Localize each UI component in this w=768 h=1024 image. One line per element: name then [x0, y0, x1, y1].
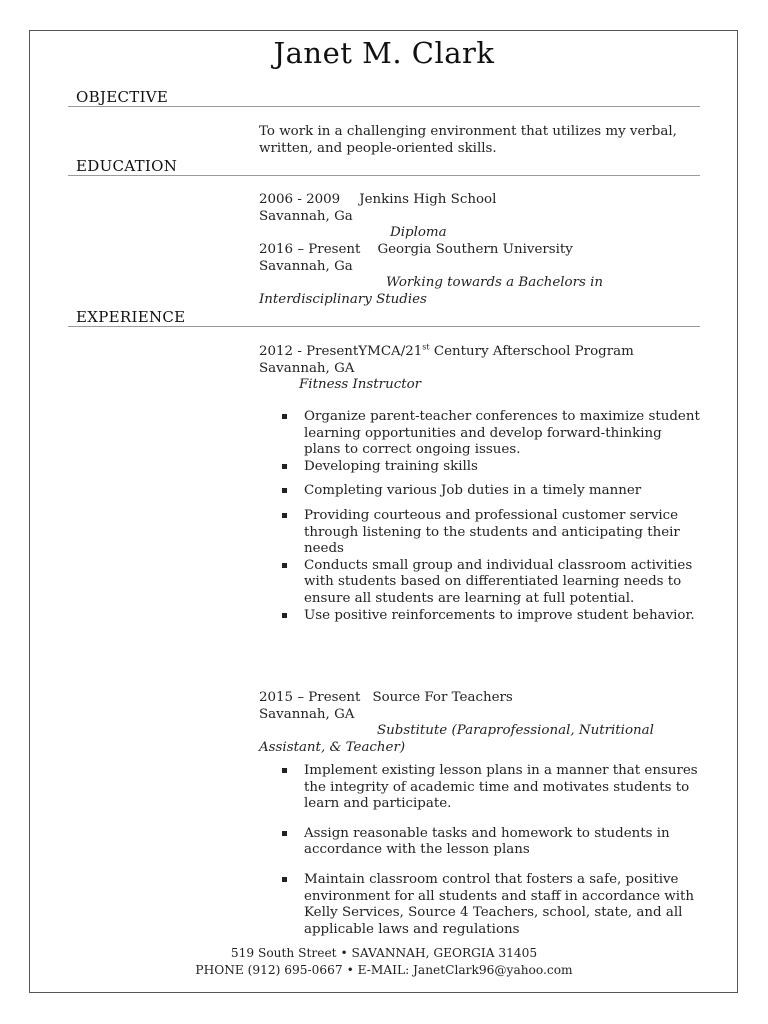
bullet-icon [282, 513, 287, 518]
bullet-icon [282, 831, 287, 836]
experience-rule [68, 326, 700, 327]
list-item: Completing various Job duties in a timely manner [282, 483, 702, 500]
education-school: Jenkins High School [359, 192, 497, 207]
education-school: Georgia Southern University [377, 242, 573, 257]
education-dates: 2006 - 2009 [259, 192, 341, 207]
objective-rule [68, 106, 700, 107]
bullet-icon [282, 877, 287, 882]
education-credential: Working towards a Bachelors in [386, 275, 604, 291]
bullet-icon [282, 414, 287, 419]
bullet-icon [282, 464, 287, 469]
bullet-icon [282, 768, 287, 773]
education-dates: 2016 – Present [259, 242, 361, 257]
job-employer: YMCA/21st Century Afterschool Program [358, 342, 634, 359]
job-dates: 2015 – Present [259, 690, 361, 705]
education-location: Savannah, Ga [259, 208, 353, 224]
footer-address: 519 South Street [230, 946, 337, 960]
job-employer: Source For Teachers [372, 690, 513, 705]
job-duties-list [282, 409, 702, 624]
education-credential: Diploma [390, 225, 447, 241]
education-credential-cont: Interdisciplinary Studies [259, 291, 427, 307]
footer-city: SAVANNAH, GEORGIA 31405 [351, 946, 538, 960]
bullet-icon [282, 488, 287, 493]
job-title: Substitute (Paraprofessional, Nutritional [377, 723, 654, 739]
list-item: Providing courteous and professional customer service through listening to the students and anticipating their needs [282, 508, 702, 558]
job-location: Savannah, GA [259, 360, 355, 376]
candidate-name: Janet M. Clark [273, 36, 495, 70]
footer-separator: • [346, 963, 354, 977]
list-item: Organize parent-teacher conferences to maximize student learning opportunities and develop forward-thinking plans to correct ongoing issues. [282, 409, 702, 459]
education-entry [259, 192, 699, 242]
education-entry [259, 242, 699, 308]
job-duties-list [282, 763, 702, 938]
list-item: Developing training skills [282, 459, 702, 476]
experience-heading: EXPERIENCE [76, 308, 186, 326]
footer-phone: PHONE (912) 695-0667 [195, 963, 343, 977]
bullet-icon [282, 563, 287, 568]
job-title-cont: Assistant, & Teacher) [259, 739, 406, 755]
objective-text: To work in a challenging environment that utilizes my verbal, written, and people-oriented skills. [259, 124, 677, 156]
list-item: Conducts small group and individual classroom activities with students based on differentiated learning needs to ensure all students are learning at full potential. [282, 558, 702, 608]
footer-contact-line [0, 963, 768, 977]
list-item: Use positive reinforcements to improve student behavior. [282, 608, 702, 625]
footer-email: E-MAIL: JanetClark96@yahoo.com [357, 963, 573, 977]
job-title: Fitness Instructor [299, 377, 422, 393]
list-item: Maintain classroom control that fosters a safe, positive environment for all students and staff in accordance with Kelly Services, Source 4 Teachers, school, state, and all applicable laws and regulations [282, 872, 702, 938]
education-rule [68, 175, 700, 176]
list-item: Implement existing lesson plans in a manner that ensures the integrity of academic time and motivates students to learn and participate. [282, 763, 702, 813]
list-item: Assign reasonable tasks and homework to students in accordance with the lesson plans [282, 826, 702, 859]
education-location: Savannah, Ga [259, 258, 353, 274]
job-dates: 2012 - Present [259, 344, 359, 359]
job-entry [259, 344, 699, 394]
objective-heading: OBJECTIVE [76, 88, 169, 106]
job-entry [259, 690, 699, 756]
footer-separator: • [340, 946, 348, 960]
bullet-icon [282, 613, 287, 618]
education-heading: EDUCATION [76, 157, 178, 175]
footer-address-line [0, 946, 768, 960]
job-location: Savannah, GA [259, 706, 355, 722]
